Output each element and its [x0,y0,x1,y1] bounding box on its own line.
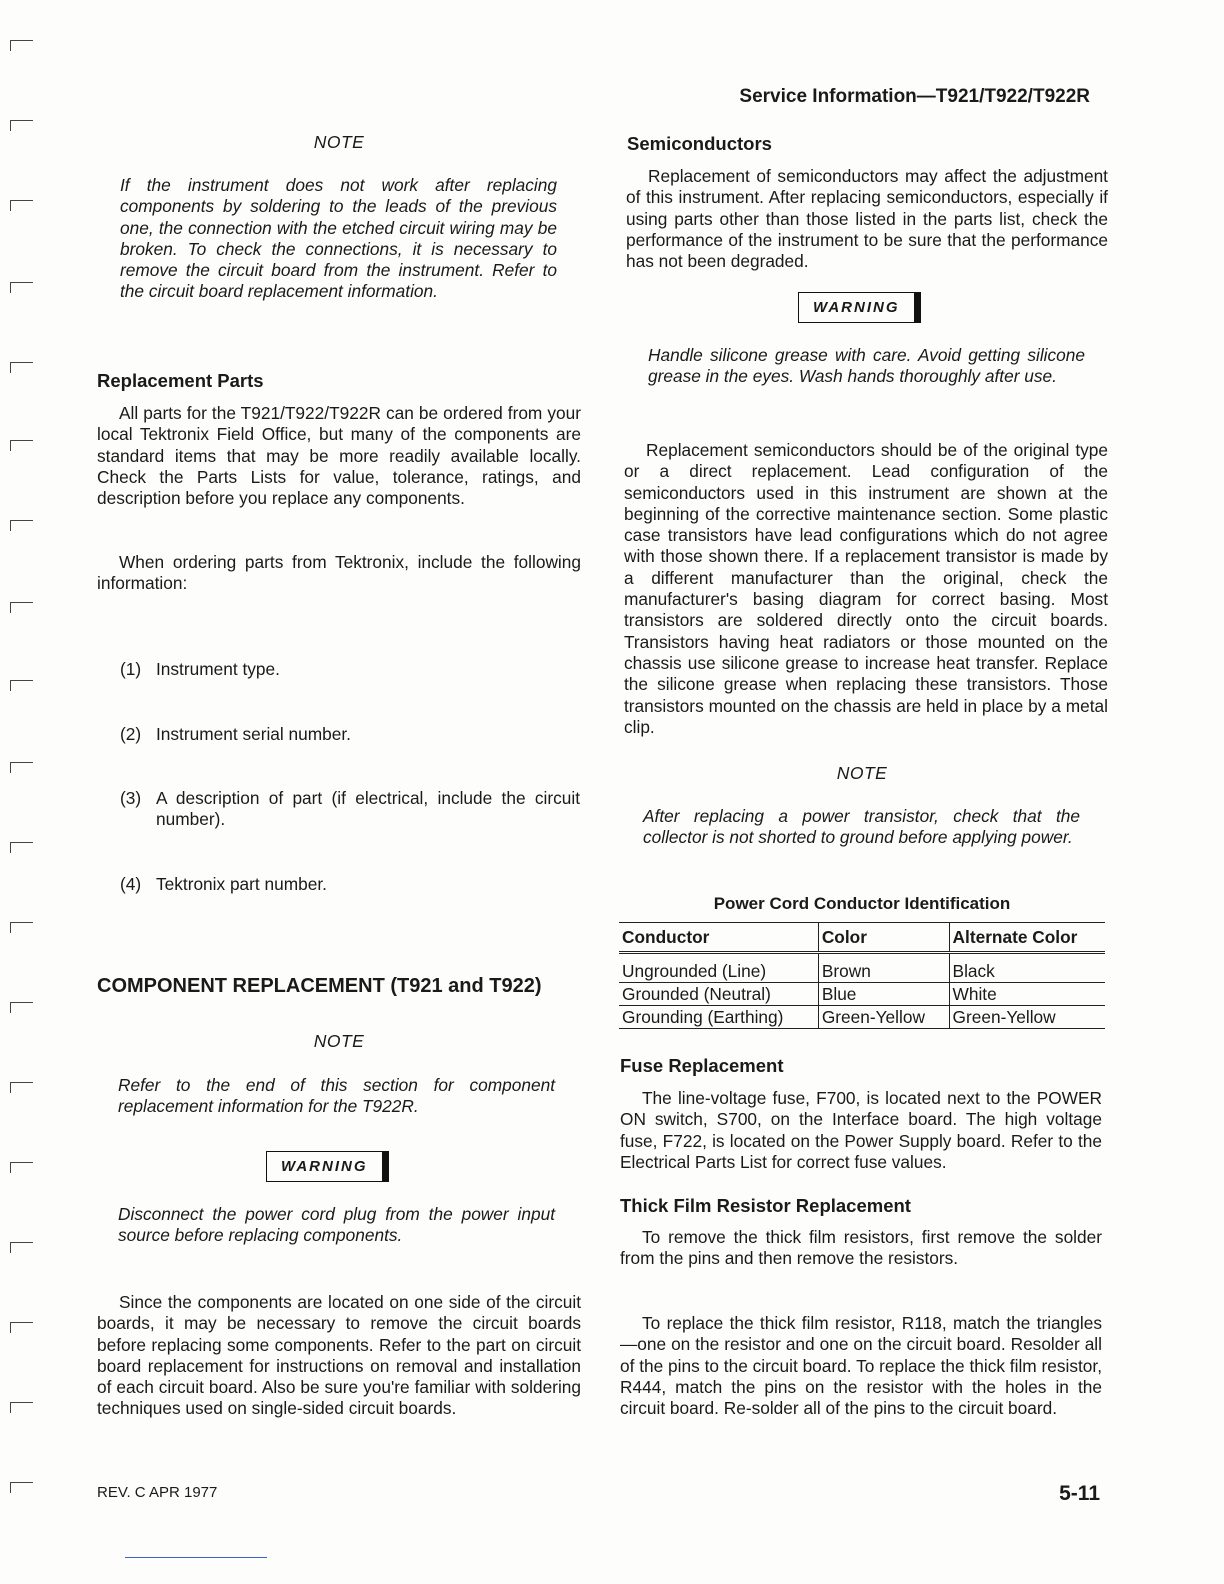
semiconductors-paragraph: Replacement of semiconductors may affect the adjustment of this instrument. After replacing semiconductors, especially if using parts other than those listed in the parts list, check the performance of the instrument to be sure that the performance has not been degraded. [626,166,1108,272]
warning-body: Disconnect the power cord plug from the power input source before replacing components. [118,1204,555,1246]
table-cell: Black [952,960,995,981]
margin-mark [10,680,33,691]
table-cell: Green-Yellow [952,1006,1056,1027]
table-header: Color [818,923,949,953]
margin-mark [10,1322,33,1333]
page-header-title: Service Information—T921/T922/T922R [739,86,1090,107]
margin-mark [10,1162,33,1173]
margin-mark [10,1242,33,1253]
margin-mark [10,520,33,531]
table-cell: Grounding (Earthing) [619,1006,818,1029]
list-item: (1) Instrument type. [120,659,280,679]
semiconductor-replacement-paragraph: Replacement semiconductors should be of the original type or a direct replacement. Lead configuration of the semiconductors used in this instrument are shown at the beginning of the corrective maintenance section. Some plastic case transistors have lead configurations which do not agree with those shown there. If a replacement transistor is made by a different manufacturer than the original, check the manufacturer's basing diagram for correct basing. Most transistors are soldered directly onto the circuit boards. Transistors having heat radiators or those mounted on the chassis use silicone grease to increase heat transfer. Replace the silicone grease when replacing these transistors. Those transistors mounted on the chassis are held in place by a metal clip. [624,440,1108,737]
table-cell: Blue [818,983,949,1006]
margin-mark [10,1002,33,1013]
margin-mark [10,1402,33,1413]
table-header: Alternate Color [952,926,1078,947]
note-label: NOTE [836,763,888,783]
table-cell: Grounded (Neutral) [619,983,818,1006]
margin-mark [10,922,33,933]
list-item: (3) A description of part (if electrical, include the circuit number). [120,788,580,830]
margin-mark [10,440,33,451]
table-header: Conductor [619,923,818,953]
thick-film-paragraph: To replace the thick film resistor, R118, match the triangles—one on the resistor and one on the circuit board. Resolder all of the pins to the circuit board. To replace the thick film resistor, R444, match the pins on the resistor with the holes in the circuit board. Re-solder all of the pins to the circuit board. [620,1313,1102,1419]
revision-footer: REV. C APR 1977 [97,1484,218,1501]
table-cell: White [952,983,997,1004]
table-row [619,1006,1105,1029]
table-row [619,953,1105,983]
section-heading-fuse-replacement: Fuse Replacement [620,1055,784,1076]
margin-mark [10,842,33,853]
section-heading-semiconductors: Semiconductors [627,133,772,154]
margin-mark [10,200,33,211]
list-item: (4) Tektronix part number. [120,874,327,894]
margin-mark [10,120,33,131]
note-body: After replacing a power transistor, check that the collector is not shorted to ground before applying power. [643,806,1080,848]
note-body: If the instrument does not work after replacing components by soldering to the leads of the previous one, the connection with the etched circuit wiring may be broken. To check the connections, it is necessary to remove the circuit board from the instrument. Refer to the circuit board replacement information. [120,175,557,302]
page-number: 5-11 [1059,1482,1100,1505]
note-label: NOTE [313,132,365,152]
scan-artifact-line [125,1557,267,1558]
table-cell: Ungrounded (Line) [619,953,818,983]
table-row [619,983,1105,1006]
power-cord-table [619,922,1105,1029]
thick-film-paragraph: To remove the thick film resistors, first remove the solder from the pins and then remove the resistors. [620,1227,1102,1269]
margin-mark [10,282,33,293]
section-heading-component-replacement: COMPONENT REPLACEMENT (T921 and T922) [97,975,542,997]
margin-mark [10,1482,33,1493]
margin-mark [10,40,33,51]
list-item: (2) Instrument serial number. [120,724,351,744]
table-cell: Green-Yellow [818,1006,949,1029]
ordering-paragraph: When ordering parts from Tektronix, include the following information: [97,552,581,594]
margin-mark [10,602,33,613]
replacement-parts-paragraph: All parts for the T921/T922/T922R can be ordered from your local Tektronix Field Office, but many of the components are standard items that may be more readily available locally. Check the Parts Lists for value, tolerance, ratings, and description before you replace any components. [97,403,581,509]
warning-label: WARNING [266,1151,389,1182]
section-heading-thick-film: Thick Film Resistor Replacement [620,1195,911,1216]
note-label: NOTE [313,1031,365,1051]
fuse-paragraph: The line-voltage fuse, F700, is located next to the POWER ON switch, S700, on the Interface board. The high voltage fuse, F722, is located on the Power Supply board. Refer to the Electrical Parts List for correct fuse values. [620,1088,1102,1172]
warning-body: Handle silicone grease with care. Avoid getting silicone grease in the eyes. Wash hands thoroughly after use. [648,345,1085,387]
table-title: Power Cord Conductor Identification [713,894,1011,913]
margin-mark [10,1082,33,1093]
component-replacement-paragraph: Since the components are located on one side of the circuit boards, it may be necessary to remove the circuit boards before replacing some components. Refer to the part on circuit board replacement for instructions on removal and installation of each circuit board. Also be sure you're familiar with soldering techniques used on single-sided circuit boards. [97,1292,581,1419]
margin-mark [10,762,33,773]
table-cell: Brown [818,953,949,983]
note-body: Refer to the end of this section for component replacement information for the T922R. [118,1075,555,1117]
margin-mark [10,362,33,373]
warning-label: WARNING [798,292,921,323]
section-heading-replacement-parts: Replacement Parts [97,370,264,391]
